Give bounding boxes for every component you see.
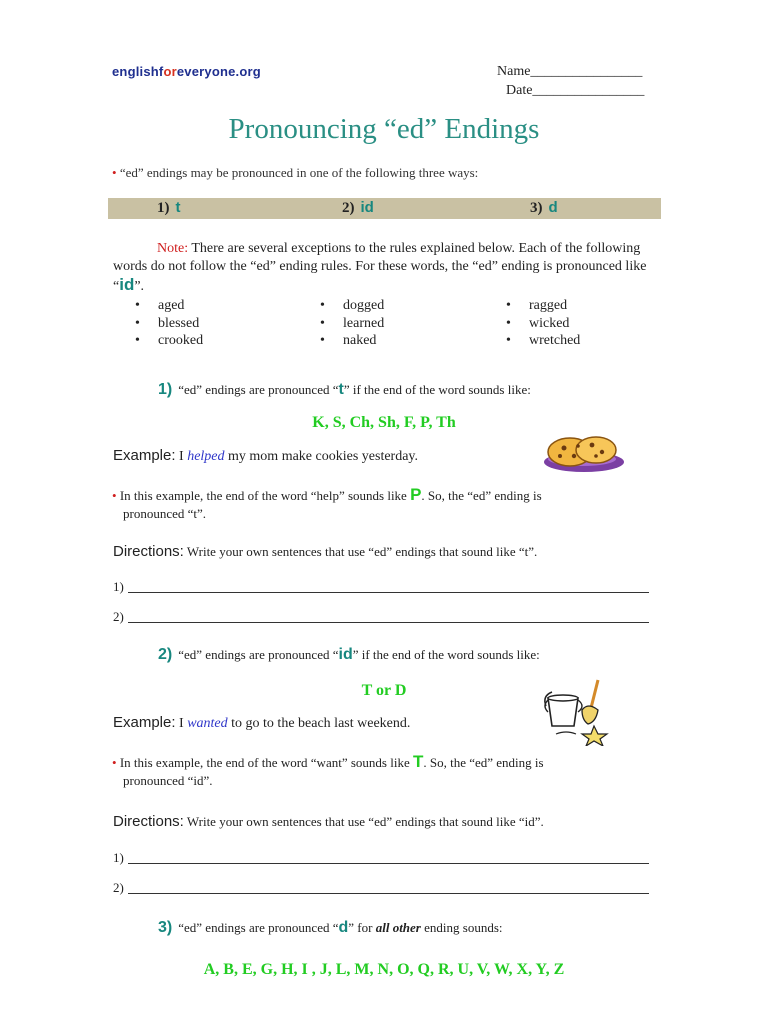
way-t: 1) t — [157, 199, 181, 216]
answer-line-1a[interactable]: 1) — [113, 579, 649, 595]
cookies-image — [538, 428, 624, 476]
list-item: • naked — [320, 332, 384, 350]
directions-1: Directions: Write your own sentences that use “ed” endings that sound like “t”. — [113, 543, 538, 560]
rule-1: 1) “ed” endings are pronounced “t” if the end of the word sounds like: — [158, 381, 531, 398]
answer-line-2a[interactable]: 1) — [113, 850, 649, 866]
exception-list-3 — [506, 297, 580, 350]
bullet: • — [112, 165, 117, 180]
site-logo: englishforeveryone.org — [112, 64, 261, 79]
way-id: 2) id — [342, 199, 374, 216]
beach-bucket-image — [538, 676, 618, 746]
intro-text: • “ed” endings may be pronounced in one of the following three ways: — [112, 165, 479, 180]
rule-2: 2) “ed” endings are pronounced “id” if the end of the word sounds like: — [158, 646, 540, 663]
name-field[interactable]: Name________________ — [497, 64, 643, 79]
list-item: • crooked — [135, 332, 203, 350]
date-field[interactable]: Date________________ — [506, 83, 645, 98]
answer-line-1b[interactable]: 2) — [113, 609, 649, 625]
list-item: • aged — [135, 297, 203, 315]
list-item: • wretched — [506, 332, 580, 350]
list-item: • dogged — [320, 297, 384, 315]
exceptions-note: Note: There are several exceptions to the rules explained below. Each of the following words do not follow the “ed” ending rules. For these words, the “ed” ending is pronounced like “id”. — [113, 241, 647, 294]
example-1: Example: I helped my mom make cookies yesterday. — [113, 447, 419, 464]
directions-2: Directions: Write your own sentences that use “ed” endings that sound like “id”. — [113, 813, 544, 830]
list-item: • learned — [320, 315, 384, 333]
explanation-1: • In this example, the end of the word “help” sounds like P. So, the “ed” ending is pronounced “t”. — [112, 485, 542, 521]
list-item: • blessed — [135, 315, 203, 333]
answer-line-2b[interactable]: 2) — [113, 880, 649, 896]
sounds-t: K, S, Ch, Sh, F, P, Th — [312, 414, 456, 431]
list-item: • wicked — [506, 315, 580, 333]
exception-list-2 — [320, 297, 384, 350]
sounds-d: A, B, E, G, H, I , J, L, M, N, O, Q, R, U, V, W, X, Y, Z — [203, 961, 565, 978]
way-d: 3) d — [530, 199, 558, 216]
example-2: Example: I wanted to go to the beach last weekend. — [113, 714, 411, 731]
explanation-2: • In this example, the end of the word “want” sounds like T. So, the “ed” ending is pronounced “id”. — [112, 752, 544, 788]
page-title: Pronouncing “ed” Endings — [228, 113, 540, 145]
exception-list-1 — [135, 297, 203, 350]
ways-bar — [108, 198, 661, 219]
list-item: • ragged — [506, 297, 580, 315]
sounds-id: T or D — [361, 682, 407, 699]
rule-3: 3) “ed” endings are pronounced “d” for all other ending sounds: — [158, 919, 503, 936]
